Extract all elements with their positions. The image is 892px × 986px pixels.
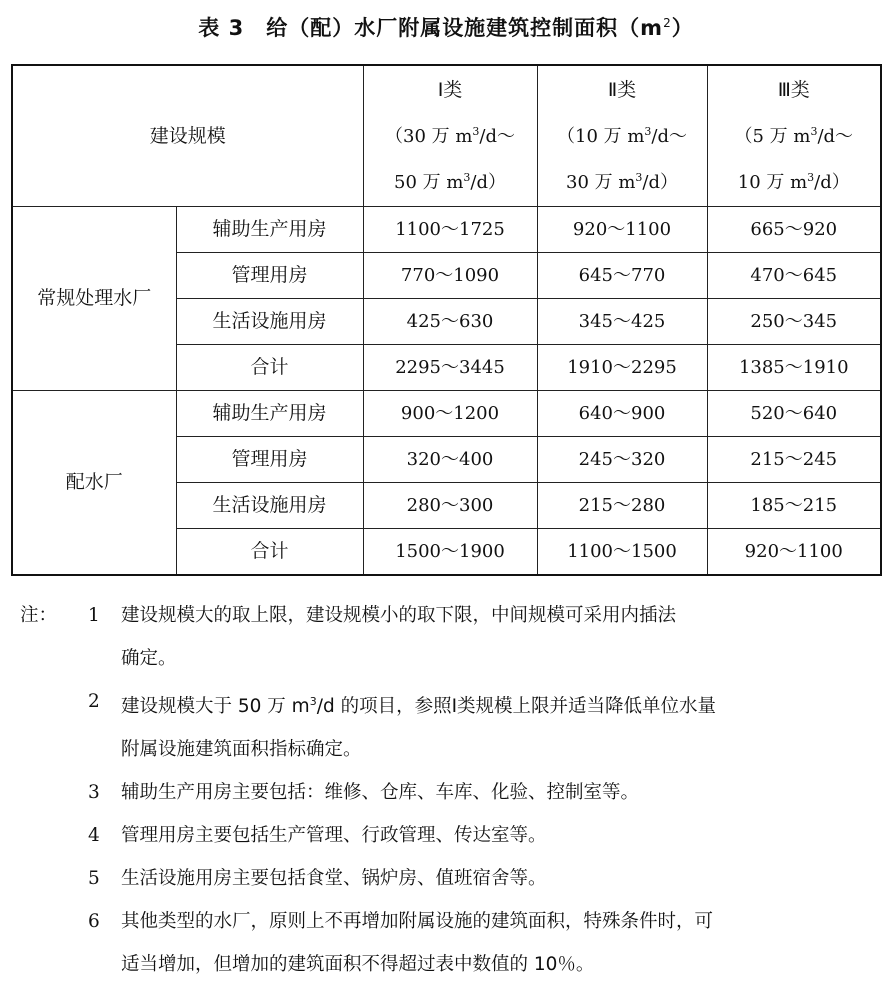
table-title <box>0 12 892 42</box>
class-3-range-end <box>708 157 881 203</box>
note-4 <box>20 814 880 857</box>
header-class-2 <box>537 65 707 207</box>
class-1-l3sup: 3 <box>463 170 471 184</box>
header-class-3 <box>707 65 881 207</box>
row-item: 生活设施用房 <box>176 483 363 529</box>
class-1-name: Ⅰ类 <box>437 78 463 101</box>
row-item: 辅助生产用房 <box>176 207 363 253</box>
class-1-l2sup: 3 <box>472 124 480 138</box>
cell-value: 1500～1900 <box>363 529 537 576</box>
group-name-conventional: 常规处理水厂 <box>12 207 176 391</box>
class-2-range-end <box>538 157 707 203</box>
class-2-l2b: /d～ <box>651 125 688 147</box>
cell-value: 1100～1500 <box>537 529 707 576</box>
note-5 <box>20 857 880 900</box>
row-item: 合计 <box>176 345 363 391</box>
class-3-l3a: 10 万 m <box>737 171 808 193</box>
notes-prefix: 注： <box>20 605 58 626</box>
header-class-1 <box>363 65 537 207</box>
title-sup: 2 <box>663 16 672 30</box>
group-name-distribution: 配水厂 <box>12 391 176 576</box>
header-scale: 建设规模 <box>12 65 363 207</box>
note-number: 5 <box>88 868 100 890</box>
class-3-l3b: /d） <box>814 171 850 193</box>
note-number: 3 <box>88 782 100 804</box>
header-row <box>12 65 881 207</box>
class-3-l2b: /d～ <box>817 125 854 147</box>
class-1-range-start <box>364 111 537 157</box>
class-3-l3sup: 3 <box>807 170 815 184</box>
class-1-l2b: /d～ <box>479 125 516 147</box>
note-2-a: 建设规模大于 50 万 m <box>121 696 310 718</box>
cell-value: 770～1090 <box>363 253 537 299</box>
note-line: 管理用房主要包括生产管理、行政管理、传达室等。 <box>121 825 547 847</box>
cell-value: 1385～1910 <box>707 345 881 391</box>
class-3-name: Ⅲ类 <box>777 78 810 101</box>
cell-value: 640～900 <box>537 391 707 437</box>
cell-value: 215～245 <box>707 437 881 483</box>
class-1-l3a: 50 万 m <box>394 171 464 193</box>
notes-section <box>20 594 880 986</box>
cell-value: 425～630 <box>363 299 537 345</box>
title-text: 表 3 给（配）水厂附属设施建筑控制面积（m <box>198 16 664 40</box>
note-number: 4 <box>88 825 100 847</box>
class-2-l3sup: 3 <box>635 170 643 184</box>
facility-area-table <box>11 64 882 576</box>
row-item: 生活设施用房 <box>176 299 363 345</box>
table-row <box>12 207 881 253</box>
row-item: 辅助生产用房 <box>176 391 363 437</box>
note-line: 附属设施建筑面积指标确定。 <box>121 739 362 761</box>
cell-value: 1910～2295 <box>537 345 707 391</box>
title-close: ） <box>671 16 694 40</box>
class-2-range-start <box>538 111 707 157</box>
class-3-l2a: （5 万 m <box>734 125 811 147</box>
row-item: 管理用房 <box>176 253 363 299</box>
cell-value: 245～320 <box>537 437 707 483</box>
cell-value: 280～300 <box>363 483 537 529</box>
class-2-l2a: （10 万 m <box>557 125 645 147</box>
note-3 <box>20 771 880 814</box>
cell-value: 250～345 <box>707 299 881 345</box>
cell-value: 320～400 <box>363 437 537 483</box>
note-2 <box>20 680 880 771</box>
row-item: 合计 <box>176 529 363 576</box>
note-line: 确定。 <box>121 648 177 669</box>
cell-value: 215～280 <box>537 483 707 529</box>
cell-value: 1100～1725 <box>363 207 537 253</box>
note-2-sup: 3 <box>309 695 317 708</box>
class-1-l3b: /d） <box>470 171 507 193</box>
note-2-b: /d 的项目，参照Ⅰ类规模上限并适当降低单位水量 <box>316 696 717 718</box>
note-line <box>121 680 880 728</box>
note-number: 2 <box>88 691 100 712</box>
note-number: 6 <box>88 911 100 933</box>
note-line: 其他类型的水厂，原则上不再增加附属设施的建筑面积，特殊条件时，可 <box>121 911 714 933</box>
row-item: 管理用房 <box>176 437 363 483</box>
class-2-l3b: /d） <box>642 171 679 193</box>
class-3-l2sup: 3 <box>810 124 818 138</box>
note-number: 1 <box>88 605 100 626</box>
cell-value: 665～920 <box>707 207 881 253</box>
note-line: 辅助生产用房主要包括：维修、仓库、车库、化验、控制室等。 <box>121 782 640 804</box>
note-6 <box>20 900 880 986</box>
cell-value: 2295～3445 <box>363 345 537 391</box>
cell-value: 900～1200 <box>363 391 537 437</box>
table-row <box>12 391 881 437</box>
cell-value: 920～1100 <box>537 207 707 253</box>
cell-value: 470～645 <box>707 253 881 299</box>
class-3-range-start <box>708 111 881 157</box>
cell-value: 920～1100 <box>707 529 881 576</box>
class-2-name: Ⅱ类 <box>607 78 637 101</box>
class-2-l3a: 30 万 m <box>566 171 636 193</box>
cell-value: 520～640 <box>707 391 881 437</box>
class-2-l2sup: 3 <box>644 124 652 138</box>
class-1-l2a: （30 万 m <box>385 125 473 147</box>
note-line: 生活设施用房主要包括食堂、锅炉房、值班宿舍等。 <box>121 868 547 890</box>
note-line: 建设规模大的取上限，建设规模小的取下限，中间规模可采用内插法 <box>121 605 677 626</box>
note-1 <box>20 594 880 680</box>
note-line: 适当增加，但增加的建筑面积不得超过表中数值的 10％。 <box>121 954 595 976</box>
cell-value: 345～425 <box>537 299 707 345</box>
cell-value: 645～770 <box>537 253 707 299</box>
class-1-range-end <box>364 157 537 203</box>
cell-value: 185～215 <box>707 483 881 529</box>
